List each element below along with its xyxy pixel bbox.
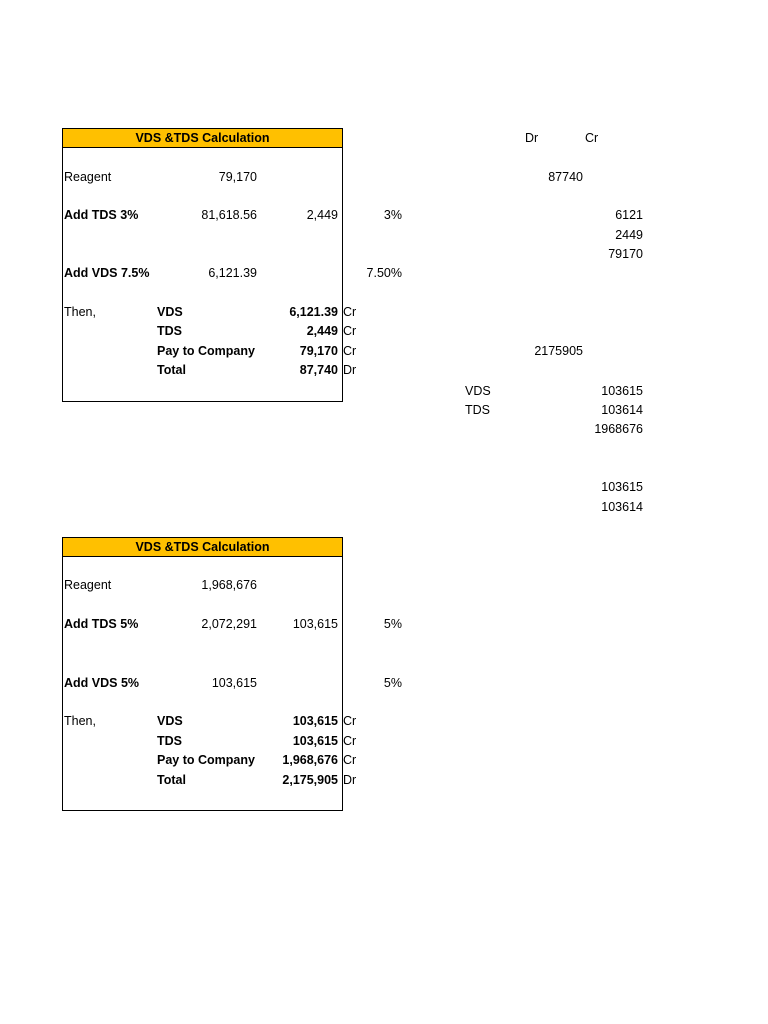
cr-value: 6121 [615,208,643,222]
summary-row-value: 6,121.39 [289,305,338,319]
tds-amount-value: 103,615 [292,617,338,631]
summary-row-side: Cr [343,734,357,748]
tds-gross-value: 2,072,291 [201,617,257,631]
side-extra-value: 103615 [601,480,643,494]
then-label: Then, [64,714,96,728]
vds-rate: 5% [383,676,402,690]
summary-row-side: Cr [343,344,357,358]
side-pay-value: 1968676 [594,422,643,436]
side-vds-label: VDS [465,384,491,398]
summary-row-value: 87,740 [299,363,338,377]
summary-row-label: Total [157,363,186,377]
vds-rate: 7.50% [366,266,402,280]
summary-row-value: 79,170 [299,344,338,358]
cr-value: 79170 [608,247,643,261]
summary-row-side: Cr [343,753,357,767]
summary-row-label: Pay to Company [157,344,255,358]
summary-row-label: Total [157,773,186,787]
add-tds-label: Add TDS 3% [64,208,139,222]
summary-row-side: Cr [343,714,357,728]
summary-row-label: TDS [157,734,182,748]
summary-row-value: 103,615 [292,714,338,728]
table-1-title: VDS &TDS Calculation [63,129,342,148]
vds-amount-value: 103,615 [211,676,257,690]
reagent-value: 1,968,676 [201,578,257,592]
reagent-value: 79,170 [218,170,257,184]
add-vds-label: Add VDS 5% [64,676,140,690]
summary-row-side: Dr [343,773,357,787]
side-tds-value: 103614 [601,403,643,417]
add-tds-label: Add TDS 5% [64,617,139,631]
summary-row-label: VDS [157,714,183,728]
reagent-label: Reagent [64,578,112,592]
side-vds-value: 103615 [601,384,643,398]
cr-header: Cr [585,131,599,145]
summary-row-value: 2,449 [306,324,338,338]
then-label: Then, [64,305,96,319]
summary-row-side: Cr [343,305,357,319]
summary-row-side: Dr [343,363,357,377]
add-vds-label: Add VDS 7.5% [64,266,150,280]
dr-value: 87740 [548,170,583,184]
side-extra-value: 103614 [601,500,643,514]
summary-row-label: TDS [157,324,182,338]
cr-value: 2449 [615,228,643,242]
tds-gross-value: 81,618.56 [201,208,257,222]
summary-row-value: 103,615 [292,734,338,748]
dr-header: Dr [525,131,539,145]
summary-row-value: 1,968,676 [282,753,338,767]
summary-row-label: Pay to Company [157,753,255,767]
tds-amount-value: 2,449 [306,208,338,222]
summary-row-label: VDS [157,305,183,319]
tds-rate: 5% [383,617,402,631]
tds-rate: 3% [383,208,402,222]
total-value: 2175905 [534,344,583,358]
side-tds-label: TDS [465,403,490,417]
vds-amount-value: 6,121.39 [208,266,257,280]
table-2-title: VDS &TDS Calculation [63,538,342,557]
summary-row-side: Cr [343,324,357,338]
summary-row-value: 2,175,905 [282,773,338,787]
reagent-label: Reagent [64,170,112,184]
